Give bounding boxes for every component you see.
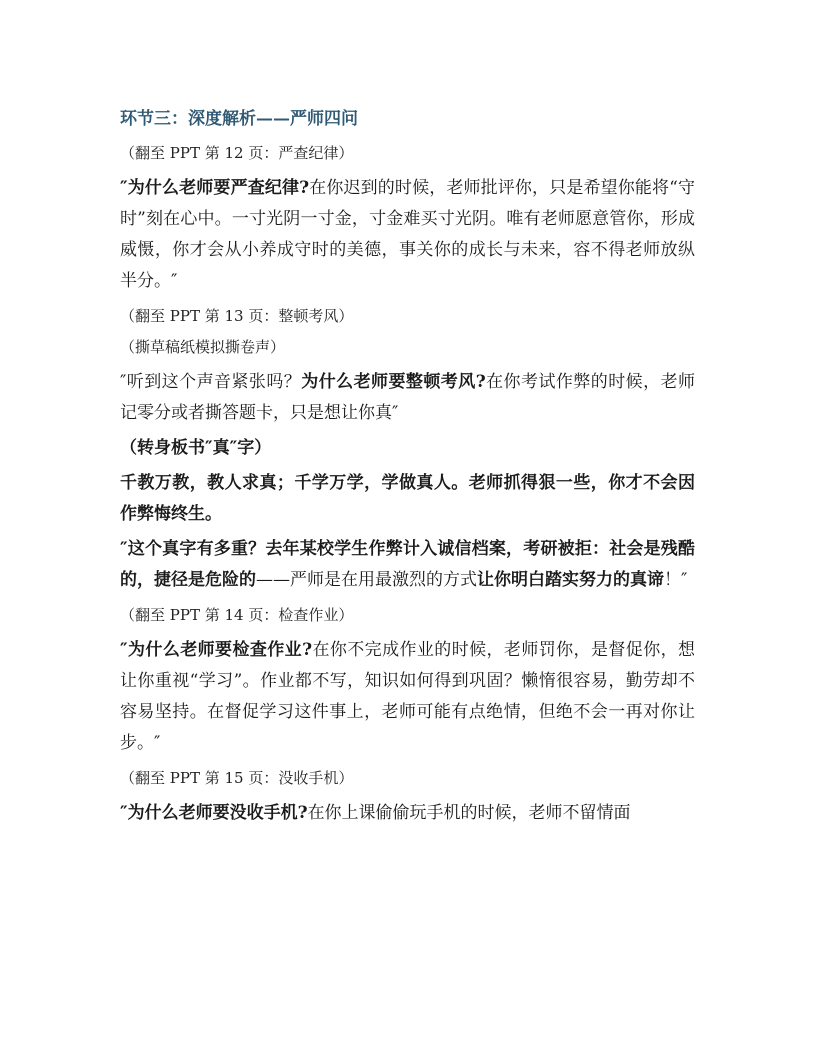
paragraph	[120, 433, 695, 464]
bold-text: （转身板书″真″字）	[120, 438, 272, 458]
stage-direction: （翻至 PPT 第 12 页：严查纪律）	[120, 144, 354, 162]
bold-text: ″这个真字有多重？去年某校学生作弊计入诚信档案，考研被拒：社会是残酷的，捷径是危险的	[120, 539, 695, 590]
paragraph	[120, 173, 695, 297]
section-heading: 环节三：深度解析——严师四问	[120, 109, 358, 129]
body-text: 在你迟到的时候，老师批评你，只是希望你能将“守时”刻在心中。一寸光阴一寸金，寸金难买寸光阴。唯有老师愿意管你，形成威慑，你才会从小养成守时的美德，事关你的成长与未来，容不得老师放纵半分。″	[120, 178, 695, 291]
bold-text: ″为什么老师要检查作业?	[120, 640, 313, 660]
stage-direction: （翻至 PPT 第 15 页：没收手机）	[120, 769, 354, 787]
body-text: 在你不完成作业的时候，老师罚你，是督促你，想让你重视“学习”。作业都不写，知识如何得到巩固？懒惰很容易，勤劳却不容易坚持。在督促学习这件事上，老师可能有点绝情，但绝不会一再对你让步。″	[120, 640, 696, 753]
document-body	[120, 100, 695, 829]
stage-direction: （撕草稿纸模拟撕卷声）	[120, 338, 286, 356]
body-text: ——严师是在用最激烈的方式	[256, 570, 477, 590]
paragraph	[120, 367, 695, 429]
body-text: 在你考试作弊的时候，老师记零分或者撕答题卡，只是想让你真″	[120, 372, 696, 423]
paragraph	[120, 468, 695, 530]
paragraph	[120, 635, 695, 759]
bold-text: 为什么老师要整顿考风?	[301, 372, 486, 392]
bold-text: 让你明白踏实努力的真谛	[477, 570, 664, 590]
body-text: 在你上课偷偷玩手机的时候，老师不留情面	[307, 803, 631, 823]
paragraph	[120, 798, 695, 829]
body-text: ！″	[664, 570, 688, 590]
bold-text: ″为什么老师要没收手机?	[120, 803, 308, 823]
bold-text: ″为什么老师要严查纪律?	[120, 178, 310, 198]
stage-direction: （翻至 PPT 第 14 页：检查作业）	[120, 606, 354, 624]
bold-text: 千教万教，教人求真；千学万学，学做真人。老师抓得狠一些，你才不会因作弊悔终生。	[120, 473, 695, 524]
body-text: ″听到这个声音紧张吗？	[120, 372, 302, 392]
stage-direction: （翻至 PPT 第 13 页：整顿考风）	[120, 307, 354, 325]
paragraph	[120, 534, 695, 596]
